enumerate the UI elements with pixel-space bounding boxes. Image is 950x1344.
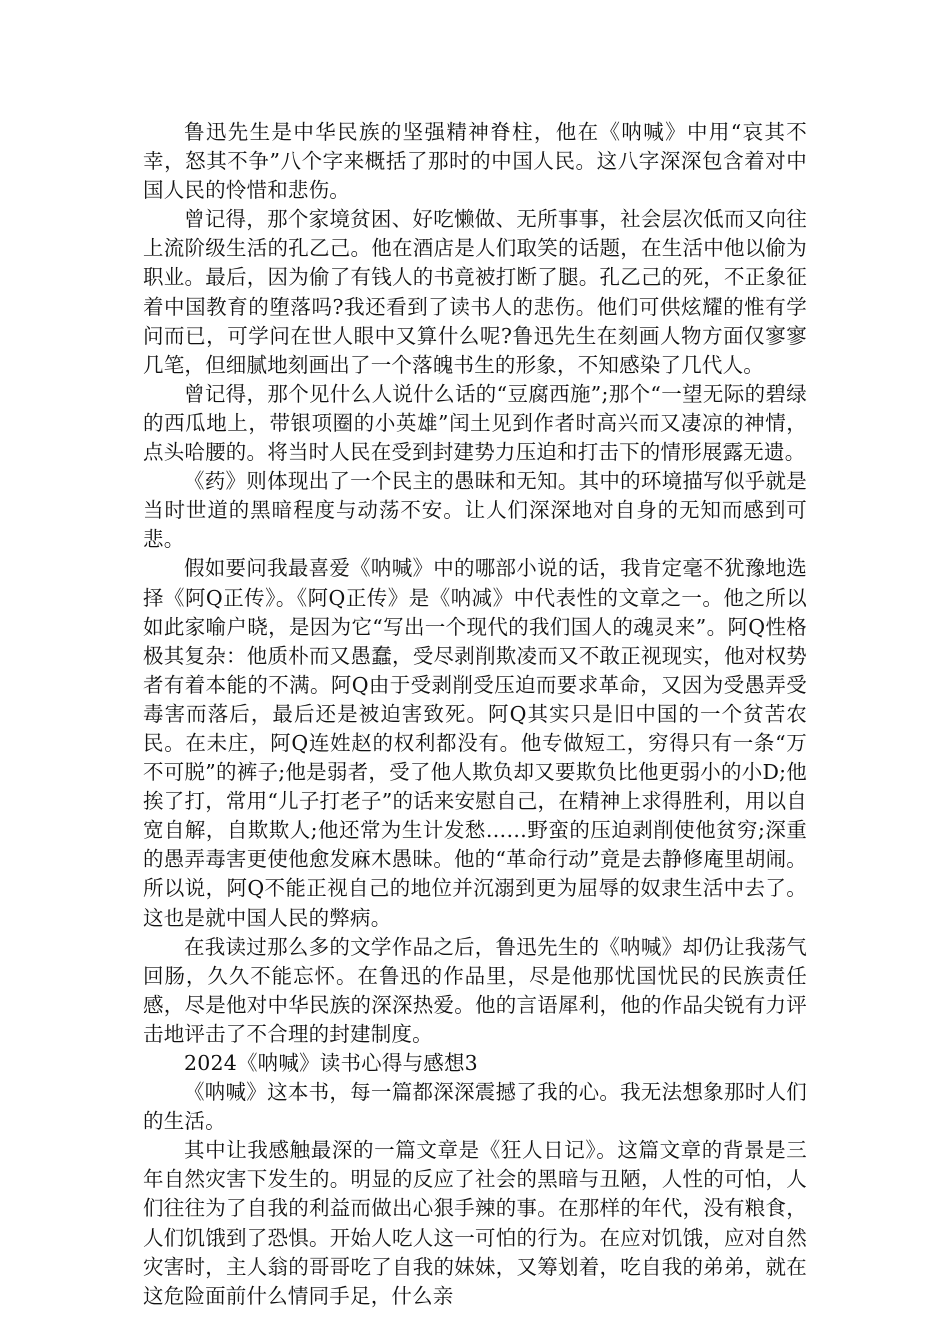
paragraph-kong-yiji: 曾记得，那个家境贫困、好吃懒做、无所事事，社会层次低而又向往上流阶级生活的孔乙己。他在酒店是人们取笑的话题，在生活中他以偷为职业。最后，因为偷了有钱人的书竟被打断了腿。孔乙己的死，不正象征着中国教育的堕落吗?我还看到了读书人的悲伤。他们可供炫耀的惟有学问而已，可学问在世人眼中又算什么呢?鲁迅先生在刻画人物方面仅寥寥几笔，但细腻地刻画出了一个落魄书生的形象，不知感染了几代人。 bbox=[143, 207, 807, 377]
paragraph-madman-diary: 其中让我感触最深的一篇文章是《狂人日记》。这篇文章的背景是三年自然灾害下发生的。明显的反应了社会的黑暗与丑陋，人性的可怕，人们往往为了自我的利益而做出心狠手辣的事。在那样的年代，没有粮食，人们饥饿到了恐惧。开始人吃人这一可怕的行为。在应对饥饿，应对自然灾害时，主人翁的哥哥吃了自我的妹妹，又筹划着，吃自我的弟弟，就在这危险面前什么情同手足，什么亲 bbox=[143, 1138, 807, 1308]
section-heading: 2024《呐喊》读书心得与感想3 bbox=[184, 1051, 478, 1075]
paragraph-medicine: 《药》则体现出了一个民主的愚昧和无知。其中的环境描写似乎就是当时世道的黑暗程度与动荡不安。让人们深深地对自身的无知而感到可悲。 bbox=[143, 469, 807, 552]
paragraph-ah-q: 假如要问我最喜爱《呐喊》中的哪部小说的话，我肯定毫不犹豫地选择《阿Q正传》。《阿Q正传》是《呐减》中代表性的文章之一。他之所以如此家喻户晓，是因为它“写出一个现代的我们国人的魂灵来”。阿Q性格极其复杂：他质朴而又愚蠢，受尽剥削欺凌而又不敢正视现实，他对权势者有着本能的不满。阿Q由于受剥削受压迫而要求革命，又因为受愚弄受毒害而落后，最后还是被迫害致死。阿Q其实只是旧中国的一个贫苦农民。在未庄，阿Q连姓赵的权利都没有。他专做短工，穷得只有一条“万不可脱”的裤子;他是弱者，受了他人欺负却又要欺负比他更弱小的小D;他挨了打，常用“儿子打老子”的话来安慰自己，在精神上求得胜利，用以自宽自解，自欺欺人;他还常为生计发愁……野蛮的压迫剥削使他贫穷;深重的愚弄毒害更使他愈发麻木愚昧。他的“革命行动”竟是去静修庵里胡闹。所以说，阿Q不能正视自己的地位并沉溺到更为屈辱的奴隶生活中去了。这也是就中国人民的弊病。 bbox=[143, 556, 807, 930]
paragraph-runtu: 曾记得，那个见什么人说什么话的“豆腐西施”;那个“一望无际的碧绿的西瓜地上，带银项圈的小英雄”闰土见到作者时高兴而又凄凉的神情，点头哈腰的。将当时人民在受到封建势力压迫和打击下的情形展露无遗。 bbox=[143, 381, 807, 465]
document-body bbox=[143, 118, 807, 1311]
paragraph-conclusion: 在我读过那么多的文学作品之后，鲁迅先生的《呐喊》却仍让我荡气回肠，久久不能忘怀。在鲁迅的作品里，尽是他那忧国忧民的民族责任感，尽是他对中华民族的深深热爱。他的言语犀利，他的作品尖锐有力评击地评击了不合理的封建制度。 bbox=[143, 934, 807, 1046]
paragraph-book-impression: 《呐喊》这本书，每一篇都深深震撼了我的心。我无法想象那时人们的生活。 bbox=[143, 1080, 807, 1134]
paragraph-intro: 鲁迅先生是中华民族的坚强精神脊柱，他在《呐喊》中用“哀其不幸，怒其不争”八个字来概括了那时的中国人民。这八字深深包含着对中国人民的怜惜和悲伤。 bbox=[143, 120, 807, 203]
